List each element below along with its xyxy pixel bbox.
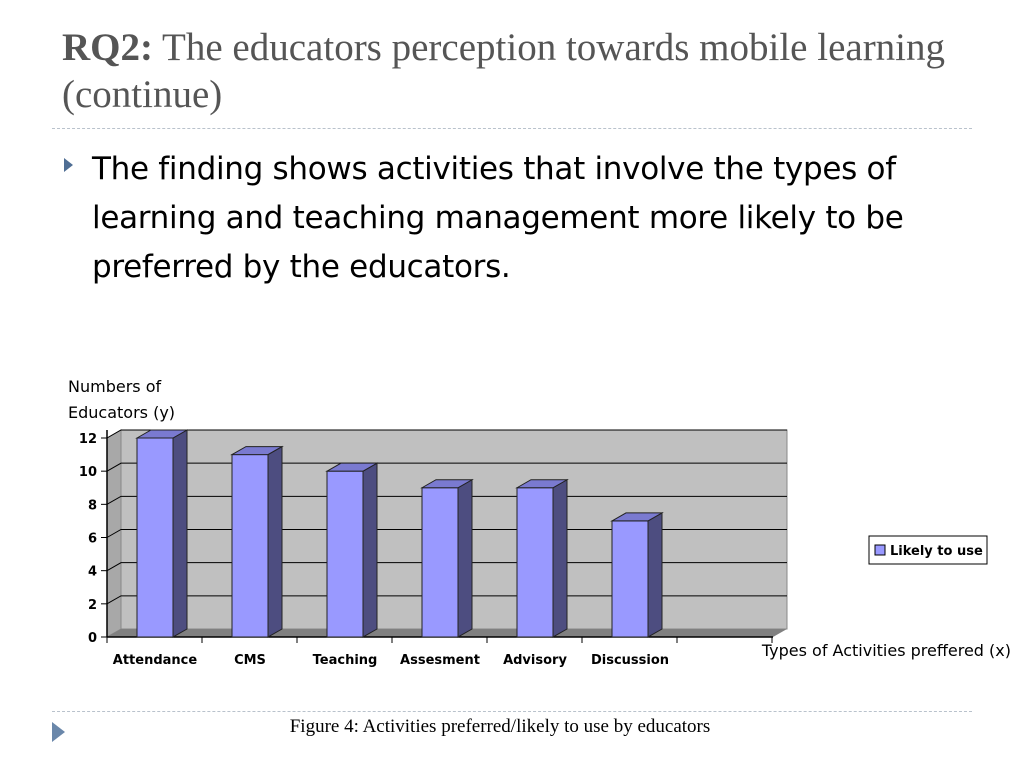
- title-text: The educators perception towards mobile learning (continue): [62, 26, 946, 116]
- y-tick-label: 12: [78, 432, 97, 447]
- bar-side: [268, 447, 282, 637]
- bar-side: [363, 463, 377, 637]
- x-category-label: CMS: [234, 653, 266, 668]
- x-category-label: Assesment: [400, 653, 480, 668]
- legend-swatch: [875, 545, 885, 555]
- bar-side: [173, 430, 187, 637]
- bar-side: [648, 513, 662, 637]
- y-axis-title-line: Numbers of: [68, 377, 162, 396]
- footer-divider: [52, 711, 972, 712]
- bar: [137, 438, 173, 637]
- y-axis-title-line: Educators (y): [68, 403, 176, 422]
- figure-caption: Figure 4: Activities preferred/likely to use by educators: [289, 716, 711, 737]
- bar: [517, 488, 553, 637]
- y-tick-label: 6: [87, 531, 97, 547]
- bar: [327, 471, 363, 637]
- x-category-label: Teaching: [312, 653, 378, 668]
- y-tick-label: 0: [87, 631, 97, 646]
- y-tick-label: 4: [87, 564, 97, 580]
- x-category-label: Discussion: [590, 653, 670, 668]
- x-category-label: Attendance: [112, 653, 198, 668]
- legend-label: Likely to use: [890, 544, 983, 559]
- x-axis-title: Types of Activities preffered (x): [761, 641, 1011, 660]
- bar-side: [458, 480, 472, 637]
- bar-side: [553, 480, 567, 637]
- bar: [612, 521, 648, 637]
- title-prefix: RQ2:: [62, 26, 153, 69]
- bar-chart: [0, 360, 1024, 680]
- bullet-arrow-icon: [64, 158, 73, 172]
- y-tick-label: 8: [87, 498, 97, 514]
- x-category-label: Advisory: [503, 653, 567, 668]
- y-tick-label: 2: [87, 597, 97, 613]
- slide-title: [62, 24, 962, 118]
- bullet-text: The finding shows activities that involve the types of learning and teaching management more likely to be preferred by the educators.: [92, 151, 904, 285]
- bar: [422, 488, 458, 637]
- y-tick-label: 10: [78, 465, 97, 481]
- title-divider: [52, 128, 972, 129]
- bar: [232, 455, 268, 637]
